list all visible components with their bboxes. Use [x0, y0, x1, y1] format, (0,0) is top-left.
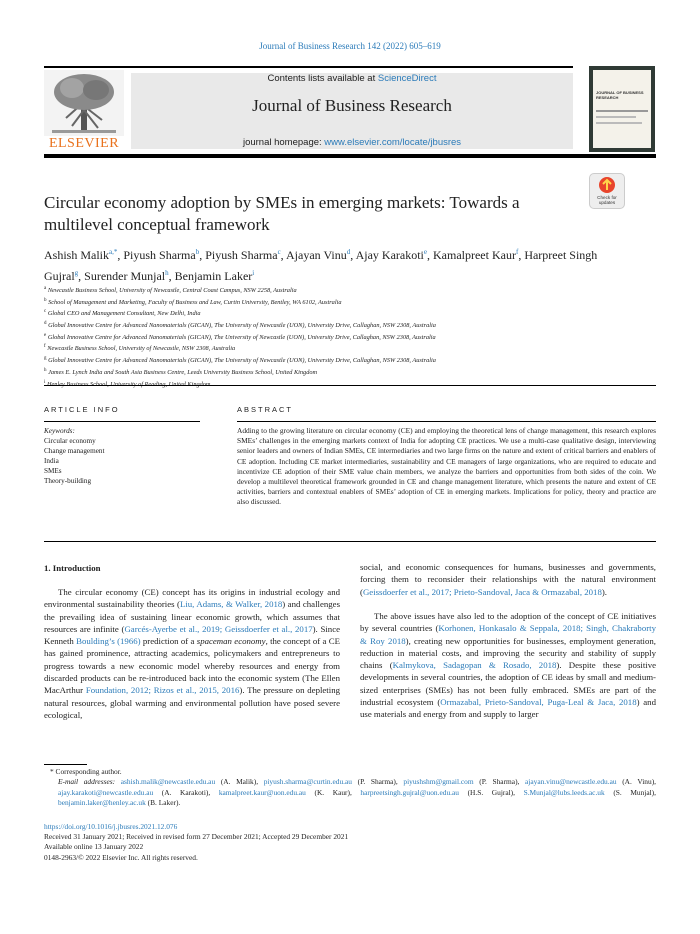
contents-prefix: Contents lists available at [267, 73, 378, 84]
homepage-prefix: journal homepage: [242, 137, 325, 148]
affiliation-marker: h [44, 367, 47, 373]
keyword-item: Theory-building [44, 477, 92, 485]
text-run: ). [601, 586, 607, 597]
affiliation-marker: g [44, 356, 47, 362]
citation-link[interactable]: Liu, Adams, & Walker, 2018 [179, 599, 283, 610]
text-run: prediction of a [140, 636, 197, 647]
email-link[interactable]: harpreetsingh.gujral@uon.edu.au [360, 787, 459, 797]
contents-line [131, 73, 573, 84]
author-name[interactable]: Benjamin Laker [174, 269, 253, 283]
affiliation-marker: e [44, 332, 47, 338]
journal-homepage [131, 137, 573, 148]
email-label: E-mail addresses: [58, 777, 121, 787]
article-info-heading: ARTICLE INFO [44, 405, 120, 414]
header-top-rule [44, 66, 573, 68]
author-affiliation-marker[interactable]: a,* [109, 248, 118, 256]
author-name[interactable]: Kamalpreet Kaur [433, 248, 516, 262]
affiliation-text: Global Innovative Centre for Advanced Nanomaterials (GICAN), The University of Newcastle (UON), University Drive, Callaghan, NSW 2308, Australia [47, 333, 436, 341]
affiliation-marker: c [44, 309, 47, 315]
affiliation-text: James E. Lynch India and South Asia Business Centre, Leeds University Business School, United Kingdom [48, 368, 318, 376]
author-affiliation-marker[interactable]: g [74, 269, 79, 277]
journal-cover-page [593, 70, 651, 148]
affiliation-item [44, 354, 644, 366]
section-rule [44, 385, 656, 386]
header-bottom-rule [44, 154, 656, 158]
abstract-heading: ABSTRACT [237, 405, 294, 414]
affiliation-item [44, 307, 644, 319]
citation-link[interactable]: Korhonen, Honkasalo & Seppala, 2018; Singh, Chakraborty & Roy 2018 [360, 623, 656, 646]
citation-link[interactable]: Geissdoerfer et al., 2017; Prieto-Sandoval, Jaca & Ormazabal, 2018 [362, 586, 602, 597]
introduction-heading: 1. Introduction [44, 563, 101, 573]
author-affiliation-marker[interactable]: i [252, 269, 255, 277]
affiliation-item [44, 342, 644, 354]
cover-line [596, 110, 648, 112]
email-owner: (A. Karakoti) [161, 787, 209, 797]
keyword-item: India [44, 457, 59, 465]
email-link[interactable]: ashish.malik@newcastle.edu.au [120, 777, 216, 787]
abstract-rule [237, 421, 656, 422]
cover-title: JOURNAL OF BUSINESS RESEARCH [596, 90, 644, 100]
affiliation-item [44, 284, 644, 296]
affiliation-item [44, 366, 644, 378]
doi-link[interactable]: https://doi.org/10.1016/j.jbusres.2021.12.076 [44, 822, 178, 831]
abstract-text: Adding to the growing literature on circular economy (CE) and employing the theoretical lens of change management, this research explores SMEs’ challenges in the emerging markets context of India for adopting CE practices. We use a multi-case qualitative design, interviewing senior leaders and owners of Indian SMEs, CE intermediaries and two large firms on the nature and extent of critical barriers and enablers of CE adoption. Including CE market intermediaries, sustainability and CE managers of large organizations, who are required to educate and incentivize CE adoption of their SME value chain members, we analyze the barriers and opportunities from both sides of the coin. We develop a multilevel theoretical framework grounded in CE and change management literature, which presents the nature and extent of CE activities, barriers and contextual enablers of SMEs’ adoption of CE in emerging markets. Implications for policy, theory and practice are also discussed. [237, 426, 656, 507]
check-for-updates-badge[interactable] [589, 173, 625, 209]
corresponding-author-note: * Corresponding author. [50, 767, 122, 776]
author-list: Ashish Malik$^{a,*}$, Piyush Sharma$^b$, Piyush Sharma$^c$, Ajayan Vinu$^d$, Ajay Karakoti$^e$, Kamalpreet Kaur$^f$, Harpreet Singh Gujral$^g$, Surender Munjal$^h$, Benjamin Laker$^i$ [44, 248, 598, 283]
author-name[interactable]: Ajayan Vinu [286, 248, 347, 262]
elsevier-logo [44, 70, 124, 152]
text-run: social, and economic consequences for humans, businesses and governments, forcing them to reconsider their relationships with the natural environment ( [360, 562, 656, 597]
citation-link[interactable]: Ormazabal, Prieto-Sandoval, Puga-Leal & Jaca, 2018 [440, 697, 637, 708]
author-name[interactable]: Piyush Sharma [123, 248, 196, 262]
affiliation-text: Newcastle Business School, University of Newcastle, NSW 2308, Australia [47, 345, 236, 353]
affiliation-text: School of Management and Marketing, Faculty of Business and Law, Curtin University, Bentley, WA 6102, Australia [48, 298, 342, 306]
keyword-item: Change management [44, 447, 105, 455]
sciencedirect-link[interactable]: ScienceDirect [377, 73, 437, 84]
email-owner: (S. Munjal) [613, 787, 655, 797]
publisher-name: ELSEVIER [48, 136, 120, 151]
affiliation-marker: b [44, 297, 47, 303]
emphasis-text: spaceman economy [196, 636, 266, 647]
check-updates-icon [590, 174, 624, 196]
keyword-list [44, 436, 200, 486]
intro-paragraph-1-continued [360, 561, 656, 598]
affiliation-item [44, 331, 644, 343]
email-owner: (P. Sharma) [479, 777, 518, 787]
author-affiliation-marker[interactable]: b [195, 248, 200, 256]
citation-line[interactable]: Journal of Business Research 142 (2022) 605–619 [259, 41, 441, 51]
author-affiliation-marker[interactable]: h [165, 269, 169, 277]
email-owner: (K. Kaur) [314, 787, 350, 797]
author-affiliation-marker[interactable]: e [423, 248, 427, 256]
email-link[interactable]: S.Munjal@lubs.leeds.ac.uk [523, 787, 605, 797]
text-run: ), creating new opportunities for businesses, employment generation, reduction in material costs, and improving the security and stability of supply chains ( [360, 635, 656, 671]
affiliation-list [44, 284, 644, 389]
journal-cover[interactable] [589, 66, 655, 152]
article-info-rule [44, 421, 200, 422]
cover-line [596, 116, 636, 118]
cover-line [596, 122, 642, 124]
keyword-item: SMEs [44, 467, 62, 475]
footnote-rule [44, 764, 87, 765]
affiliation-text: Global Innovative Centre for Advanced Nanomaterials (GICAN), The University of Newcastle (UON), University Drive, Callaghan, NSW 2308, Australia [48, 357, 436, 365]
text-run: The above issues have also led to the adoption of the concept of CE initiatives by several countries ( [360, 611, 656, 634]
intro-paragraph-2 [360, 610, 656, 721]
affiliation-marker: i [44, 379, 46, 385]
publication-info [44, 822, 656, 863]
text-run: ). Despite these positive developments in several countries, the adoption of CE ideas by small and medium-sized enterprises (SMEs) has not been fully embraced. SMEs are part of the industrial ecosystem ( [360, 660, 657, 708]
email-link[interactable]: piyushshm@gmail.com [403, 777, 474, 787]
affiliation-item [44, 319, 644, 331]
citation-link[interactable]: Garcés-Ayerbe et al., 2019; Geissdoerfer et al., 2017 [124, 623, 313, 634]
author-name[interactable]: Piyush Sharma [205, 248, 278, 262]
citation-link[interactable]: Boulding’s (1966) [76, 636, 141, 647]
author-affiliation-marker[interactable]: c [277, 248, 281, 256]
check-updates-label: Check for updates [597, 195, 617, 205]
text-run: ). Since Kenneth [44, 623, 341, 647]
affiliation-marker: d [44, 321, 47, 327]
keywords-label: Keywords: [44, 427, 75, 435]
text-run: The circular economy (CE) concept has its origins in industrial ecology and environmental sustainability theories ( [44, 587, 340, 610]
affiliation-item [44, 378, 644, 390]
author-name[interactable]: Surender Munjal [84, 269, 166, 283]
intro-paragraph-1 [44, 586, 340, 721]
affiliation-text: Newcastle Business School, University of Newcastle, Central Coast Campus, NSW 2258, Australia [47, 287, 297, 295]
affiliation-text: Global CEO and Management Consultant, New Delhi, India [47, 310, 201, 318]
text-run: ) and challenges the prevailing idea of sustaining linear economic growth, which assumes that resources are infinite ( [44, 599, 340, 634]
affiliation-marker: a [44, 286, 47, 291]
email-owner: (B. Laker). [147, 797, 181, 807]
affiliation-item [44, 296, 644, 308]
journal-title: Journal of Business Research [252, 96, 452, 115]
email-owner: (A. Vinu) [622, 777, 655, 787]
text-run: , the concept of a CE has gained prominence, attracting academics, policymakers and entrepreneurs to progress towards a new economic model whereby resources and energy from discarded products can be re-introduced back into the economic system (The Ellen MacArthur [44, 636, 340, 696]
author-name[interactable]: Ajay Karakoti [355, 248, 424, 262]
email-link[interactable]: benjamin.laker@henley.ac.uk [58, 797, 146, 807]
affiliation-text: Global Innovative Centre for Advanced Nanomaterials (GICAN), The University of Newcastle (UON), University Drive, Callaghan, NSW 2308, Australia [48, 322, 436, 330]
received-dates: Received 31 January 2021; Received in revised form 27 December 2021; Accepted 29 December 2021 [44, 832, 349, 842]
homepage-link[interactable]: www.elsevier.com/locate/jbusres [324, 137, 462, 148]
footnotes [44, 767, 656, 808]
text-run: ). The pressure on depleting natural resources, global warming and environmental pollution have posed severe ecological, [44, 685, 340, 720]
article-title: Circular economy adoption by SMEs in emerging markets: Towards a multilevel conceptual framework [44, 193, 520, 234]
email-link[interactable]: ajay.karakoti@newcastle.edu.au [58, 787, 154, 797]
email-owner: (A. Malik) [220, 777, 257, 787]
citation-link[interactable]: Kalmykova, Sadagopan & Rosado, 2018 [392, 660, 557, 671]
keywords-block [44, 426, 200, 486]
author-affiliation-marker[interactable]: f [515, 248, 519, 256]
text-run: ) and use materials and energy from and supply to larger [360, 697, 656, 720]
section-rule [44, 541, 656, 542]
affiliation-marker: f [44, 344, 46, 350]
email-owner: (P. Sharma) [357, 777, 396, 787]
online-date: Available online 13 January 2022 [44, 842, 144, 852]
author-name[interactable]: Harpreet Singh Gujral [44, 248, 598, 283]
author-name[interactable]: Ashish Malik [44, 248, 110, 262]
citation-link[interactable]: Foundation, 2012; Rizos et al., 2015, 2016 [85, 685, 240, 696]
email-link[interactable]: kamalpreet.kaur@uon.edu.au [218, 787, 306, 797]
author-affiliation-marker[interactable]: d [346, 248, 351, 256]
keyword-item: Circular economy [44, 437, 96, 445]
copyright-line: 0148-2963/© 2022 Elsevier Inc. All rights reserved. [44, 852, 198, 862]
email-owner: (H.S. Gujral) [467, 787, 514, 797]
email-link[interactable]: ajayan.vinu@newcastle.edu.au [525, 777, 617, 787]
email-link[interactable]: piyush.sharma@curtin.edu.au [263, 777, 352, 787]
email-addresses: E-mail addresses: ashish.malik@newcastle.edu.au (A. Malik), piyush.sharma@curtin.edu.au (P. Sharma), piyushshm@gmail.com (P. Sharma), ajayan.vinu@newcastle.edu.au (A. Vinu), ajay.karakoti@newcastle.edu.au (A. Karakoti), kamalpreet.kaur@uon.edu.au (K. Kaur), harpreetsingh.gujral@uon.edu.au (H.S. Gujral), S.Munjal@lubs.leeds.ac.uk (S. Munjal), benjamin.laker@henley.ac.uk (B. Laker). [58, 777, 657, 807]
